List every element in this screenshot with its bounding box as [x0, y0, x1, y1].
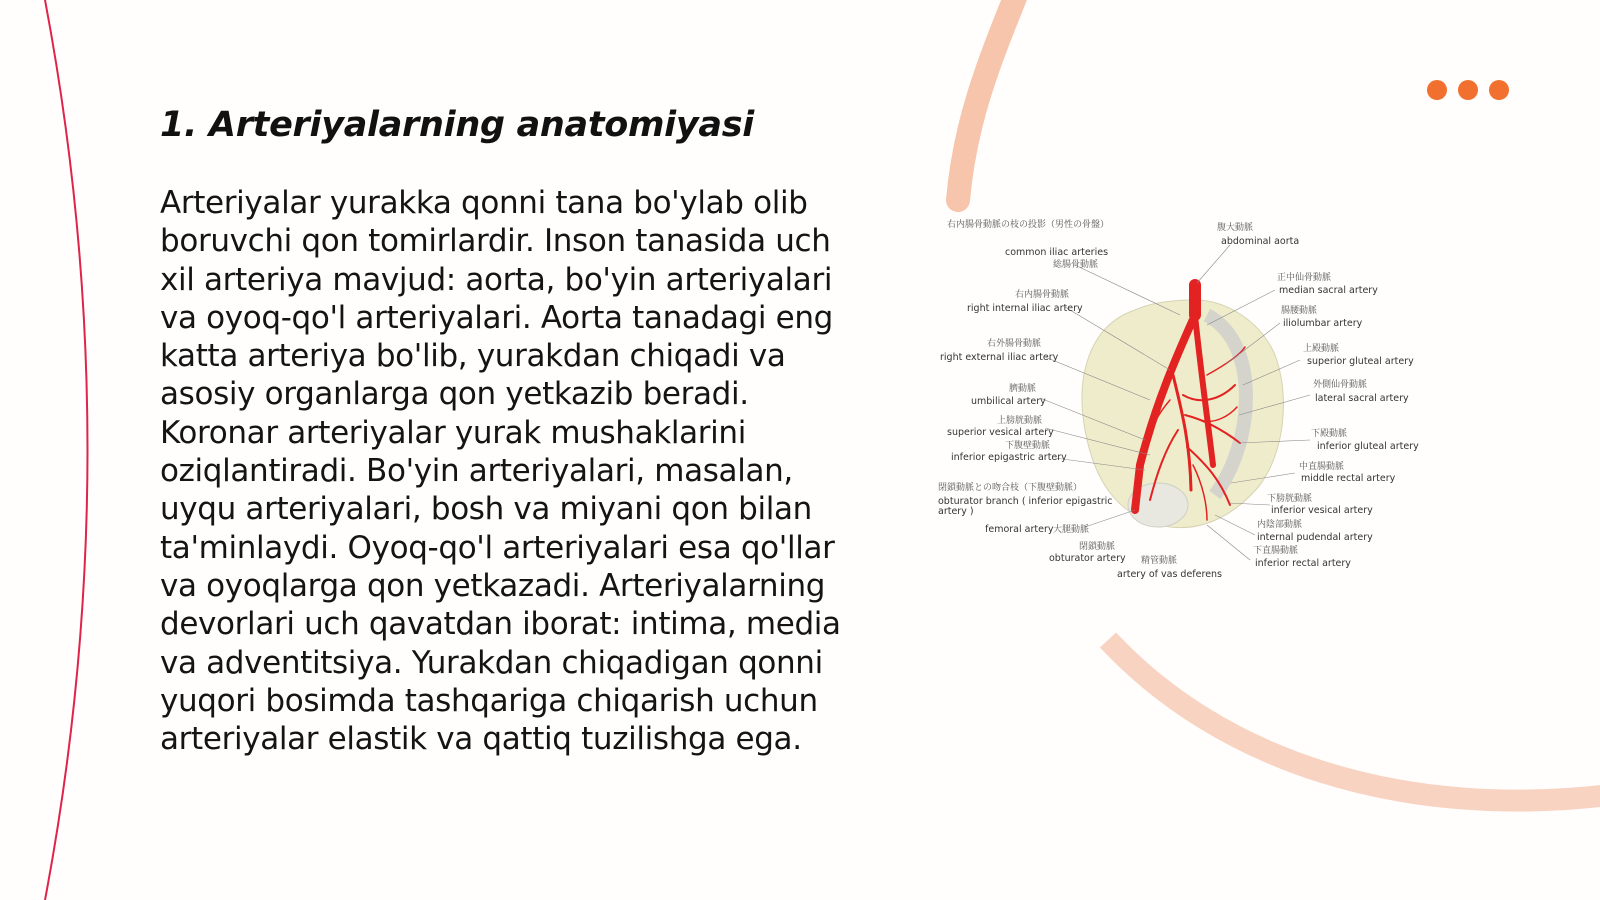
label-common-iliac: common iliac arteries: [1005, 247, 1109, 258]
label-superior-vesical-jp: 上膀胱動脈: [997, 416, 1043, 426]
label-right-external-iliac: right external iliac artery: [940, 352, 1059, 363]
label-iliolumbar: iliolumbar artery: [1283, 318, 1363, 329]
label-median-sacral-jp: 正中仙骨動脈: [1277, 273, 1332, 283]
label-obturator: obturator artery: [1049, 553, 1126, 564]
label-right-internal-iliac: right internal iliac artery: [967, 303, 1083, 314]
label-obturator-branch: obturator branch ( inferior epigastric: [938, 496, 1113, 507]
label-femoral-jp: 大腿動脈: [1053, 525, 1090, 535]
label-superior-gluteal-jp: 上殿動脈: [1303, 344, 1340, 354]
anatomy-illustration: [938, 215, 1435, 595]
left-decor-curve: [45, 0, 88, 900]
label-lateral-sacral: lateral sacral artery: [1315, 393, 1409, 404]
label-umbilical-jp: 臍動脈: [1009, 384, 1037, 394]
label-inferior-vesical: inferior vesical artery: [1271, 505, 1373, 516]
label-obturator-jp: 閉鎖動脈: [1079, 542, 1116, 552]
label-obturator-branch-2: artery ): [938, 506, 974, 517]
label-inferior-rectal-jp: 下直腸動脈: [1253, 546, 1299, 556]
label-umbilical: umbilical artery: [971, 396, 1046, 407]
top-decor-arc: [958, 0, 1018, 200]
label-middle-rectal-jp: 中直腸動脈: [1299, 462, 1345, 472]
dot-3: [1489, 80, 1509, 100]
figure-header: 右内腸骨動脈の枝の投影（男性の骨盤）: [947, 220, 1110, 230]
label-inferior-vesical-jp: 下膀胱動脈: [1267, 494, 1313, 504]
label-right-internal-iliac-jp: 右内腸骨動脈: [1015, 290, 1070, 300]
label-superior-gluteal: superior gluteal artery: [1307, 356, 1414, 367]
label-inferior-rectal: inferior rectal artery: [1255, 558, 1351, 569]
dot-1: [1427, 80, 1447, 100]
label-internal-pudendal: internal pudendal artery: [1257, 532, 1373, 543]
label-abdominal-aorta-jp: 腹大動脈: [1217, 223, 1254, 233]
label-lateral-sacral-jp: 外側仙骨動脈: [1313, 380, 1368, 390]
slide-title: 1. Arteriyalarning anatomiyasi: [160, 105, 754, 145]
label-vas-deferens-jp: 精管動脈: [1141, 556, 1178, 566]
label-iliolumbar-jp: 腸腰動脈: [1281, 306, 1318, 316]
label-median-sacral: median sacral artery: [1279, 285, 1378, 296]
label-obturator-branch-jp: 閉鎖動脈との吻合枝（下腹壁動脈）: [938, 483, 1083, 493]
label-inferior-gluteal-jp: 下殿動脈: [1311, 429, 1348, 439]
label-vas-deferens: artery of vas deferens: [1117, 569, 1223, 580]
label-internal-pudendal-jp: 内陰部動脈: [1257, 520, 1303, 530]
dot-2: [1458, 80, 1478, 100]
label-femoral: femoral artery: [985, 524, 1054, 535]
label-inferior-epigastric: inferior epigastric artery: [951, 452, 1067, 463]
slide-body-text: Arteriyalar yurakka qonni tana bo'ylab olib boruvchi qon tomirlardir. Inson tanasida uch xil arteriya mavjud: aorta, bo'yin arteriyalari va oyoq-qo'l arteriyalari. Aorta tanadagi eng katta arteriya bo'lib, yurakdan chiqadi va asosiy organlarga qon yetkazib beradi. Koronar arteriyalar yurak mushaklarini oziqlantiradi. Bo'yin arteriyalari, masalan, uyqu arteriyalari, bosh va miyani qon bilan ta'minlaydi. Oyoq-qo'l arteriyalari esa qo'llar va oyoqlarga qon yetkazadi. Arteriyalarning devorlari uch qavatdan iborat: intima, media va adventitsiya. Yurakdan chiqadigan qonni yuqori bosimda tashqariga chiqarish uchun arteriyalar elastik va qattiq tuzilishga ega.: [160, 185, 841, 758]
label-superior-vesical: superior vesical artery: [947, 427, 1054, 438]
label-common-iliac-jp: 総腸骨動脈: [1053, 260, 1099, 270]
label-abdominal-aorta: abdominal aorta: [1221, 236, 1300, 247]
bottom-decor-arc: [1108, 640, 1600, 801]
label-right-external-iliac-jp: 右外腸骨動脈: [987, 339, 1042, 349]
label-inferior-epigastric-jp: 下腹壁動脈: [1005, 441, 1051, 451]
label-middle-rectal: middle rectal artery: [1301, 473, 1396, 484]
label-inferior-gluteal: inferior gluteal artery: [1317, 441, 1419, 452]
